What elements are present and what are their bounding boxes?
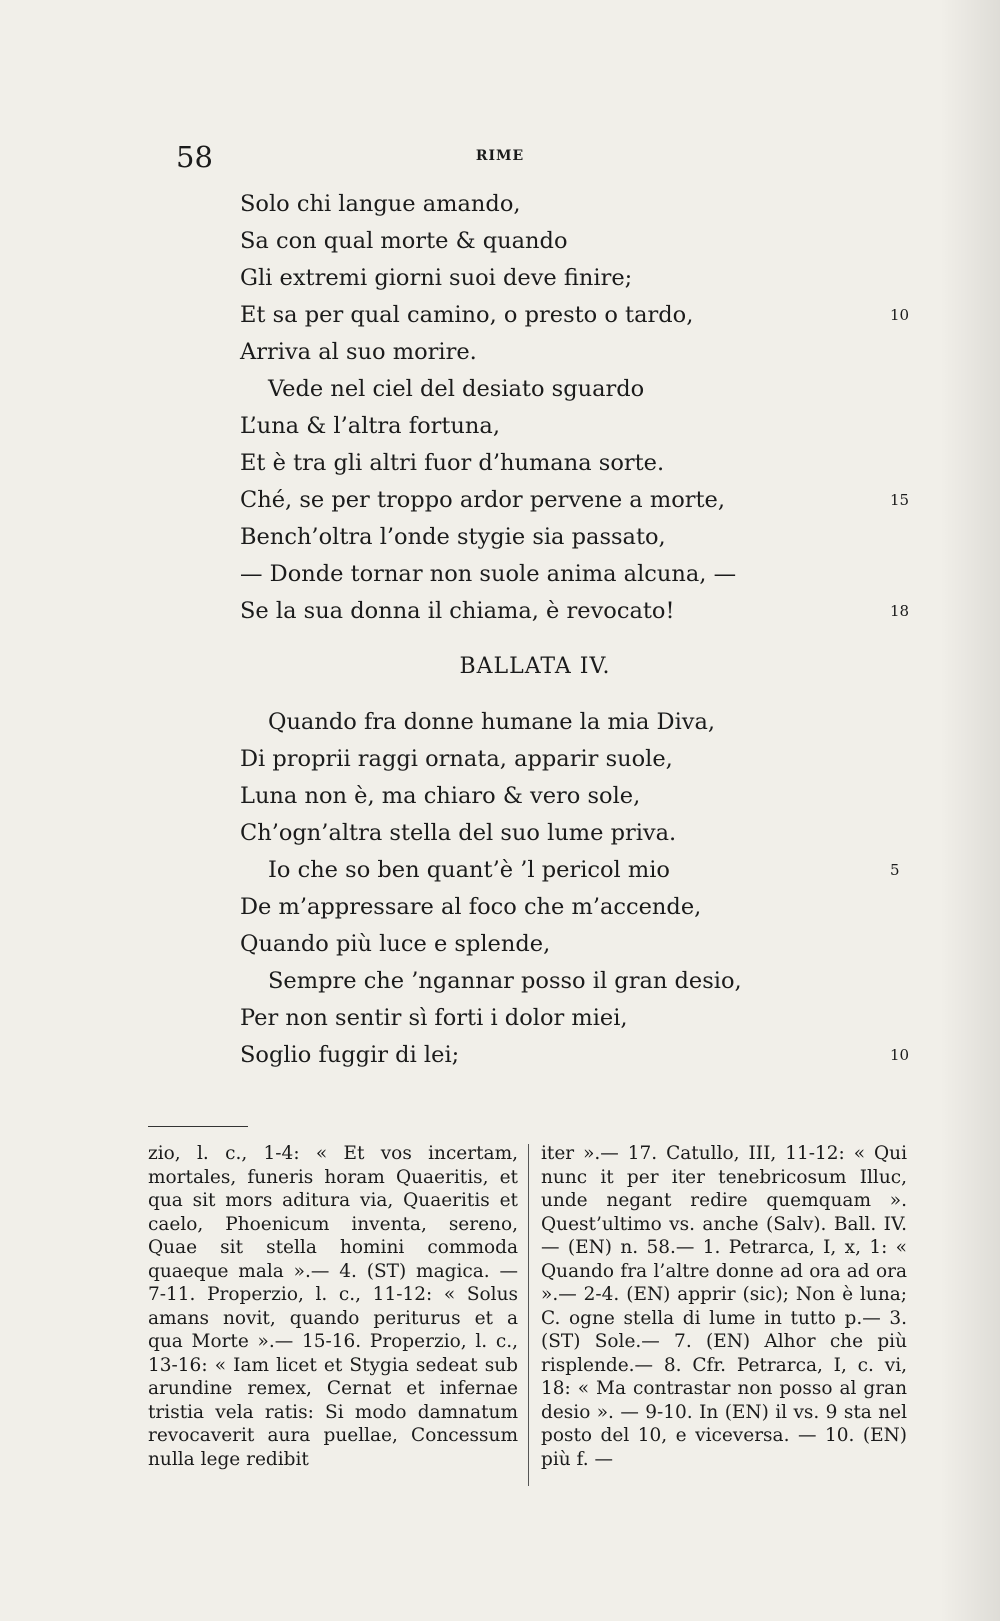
verse-text: Luna non è, ma chiaro & vero sole, [240, 783, 641, 809]
verse-text: Gli extremi giorni suoi deve finire; [240, 265, 633, 291]
verse-line [240, 223, 860, 260]
verse-line [240, 334, 860, 371]
verse-text: L’una & l’altra fortuna, [240, 413, 500, 439]
footnote-rule [148, 1126, 248, 1127]
ballata-iv-lines [240, 704, 910, 1074]
verse-line [240, 297, 910, 334]
verse-text: Io che so ben quant’è ’l pericol mio [268, 857, 670, 883]
running-title: RIME [475, 148, 525, 164]
verse-line [240, 852, 900, 889]
verse-text: De m’appressare al foco che m’accende, [240, 894, 702, 920]
verse-line [240, 889, 860, 926]
footnotes-left-column [148, 1142, 518, 1471]
page-header [0, 140, 1000, 180]
verse-text: Quando più luce e splende, [240, 931, 551, 957]
line-number: 15 [890, 491, 910, 509]
verse-line [240, 741, 860, 778]
line-number: 5 [890, 861, 900, 879]
verse-text: Per non sentir sì forti i dolor miei, [240, 1005, 628, 1031]
verse-line [240, 445, 860, 482]
verse-text: Sa con qual morte & quando [240, 228, 568, 254]
page-number: 58 [176, 140, 213, 174]
verse-text: Solo chi langue amando, [240, 191, 521, 217]
line-number: 10 [890, 306, 910, 324]
verse-line [240, 408, 860, 445]
verse-text: Sempre che ’ngannar posso il gran desio, [268, 968, 742, 994]
verse-line [240, 593, 910, 630]
verse-text: Et è tra gli altri fuor d’humana sorte. [240, 450, 665, 476]
verse-text: Ch’ogn’altra stella del suo lume priva. [240, 820, 677, 846]
verse-line [240, 778, 860, 815]
verse-line [240, 815, 860, 852]
verse-text: Di proprii raggi ornata, apparir suole, [240, 746, 673, 772]
line-number: 18 [890, 602, 910, 620]
verse-text: Bench’oltra l’onde stygie sia passato, [240, 524, 666, 550]
binding-shadow [940, 0, 1000, 1621]
verse-line [240, 556, 860, 593]
verse-line [240, 1037, 910, 1074]
poem-text [240, 186, 910, 1074]
verse-line [240, 704, 860, 741]
verse-line [240, 519, 860, 556]
verse-line [240, 1000, 860, 1037]
verse-text: Et sa per qual camino, o presto o tardo, [240, 302, 694, 328]
section-heading: BALLATA IV. [459, 654, 611, 679]
verse-text: Se la sua donna il chiama, è revocato! [240, 598, 675, 624]
verse-text: Ché, se per troppo ardor pervene a morte, [240, 487, 726, 513]
footnote-text-left: zio, l. c., 1-4: « Et vos incertam, mortales, funeris horam Quaeritis, et qua sit mors aditura via, Quaeritis et caelo, Phoenicum inventa, sereno, Quae sit stella homini commoda quaeque mala ».— 4. (ST) magica. — 7-11. Properzio, l. c., 11-12: « Solus amans novit, quando periturus et a qua Morte ».— 15-16. Properzio, l. c., 13-16: « Iam licet et Stygia sedeat sub arundine remex, Cernat et infernae tristia vela ratis: Si modo damnatum revocaverit aura puellae, Concessum nulla lege redibit [148, 1143, 518, 1470]
footnote-text-right: iter ».— 17. Catullo, III, 11-12: « Qui nunc it per iter tenebricosum Illuc, unde negant redire quemquam ». Quest’ultimo vs. anche (Salv). Ball. IV. — (EN) n. 58.— 1. Petrarca, I, x, 1: « Quando fra l’altre donne ad ora ad ora ».— 2-4. (EN) apprir (sic); Non è luna; C. ogne stella di lume in tutto p.— 3. (ST) Sole.— 7. (EN) Alhor che più risplende.— 8. Cfr. Petrarca, I, c. vi, 18: « Ma contrastar non posso al gran desio ». — 9-10. In (EN) il vs. 9 sta nel posto del 10, e viceversa. — 10. (EN) più f. — [541, 1143, 907, 1470]
verse-line [240, 926, 860, 963]
ballata-iii-ending [240, 186, 910, 630]
verse-text: Arriva al suo morire. [240, 339, 477, 365]
verse-text: — Donde tornar non suole anima alcuna, — [240, 561, 737, 587]
verse-text: Vede nel ciel del desiato sguardo [268, 376, 645, 402]
verse-text: Quando fra donne humane la mia Diva, [268, 709, 716, 735]
verse-line [240, 371, 860, 408]
footnote-column-divider [528, 1144, 529, 1486]
line-number: 10 [890, 1046, 910, 1064]
verse-line [240, 186, 860, 223]
verse-line [240, 963, 860, 1000]
verse-line [240, 260, 860, 297]
verse-text: Soglio fuggir di lei; [240, 1042, 460, 1068]
verse-line [240, 482, 910, 519]
footnotes-right-column [541, 1142, 907, 1471]
